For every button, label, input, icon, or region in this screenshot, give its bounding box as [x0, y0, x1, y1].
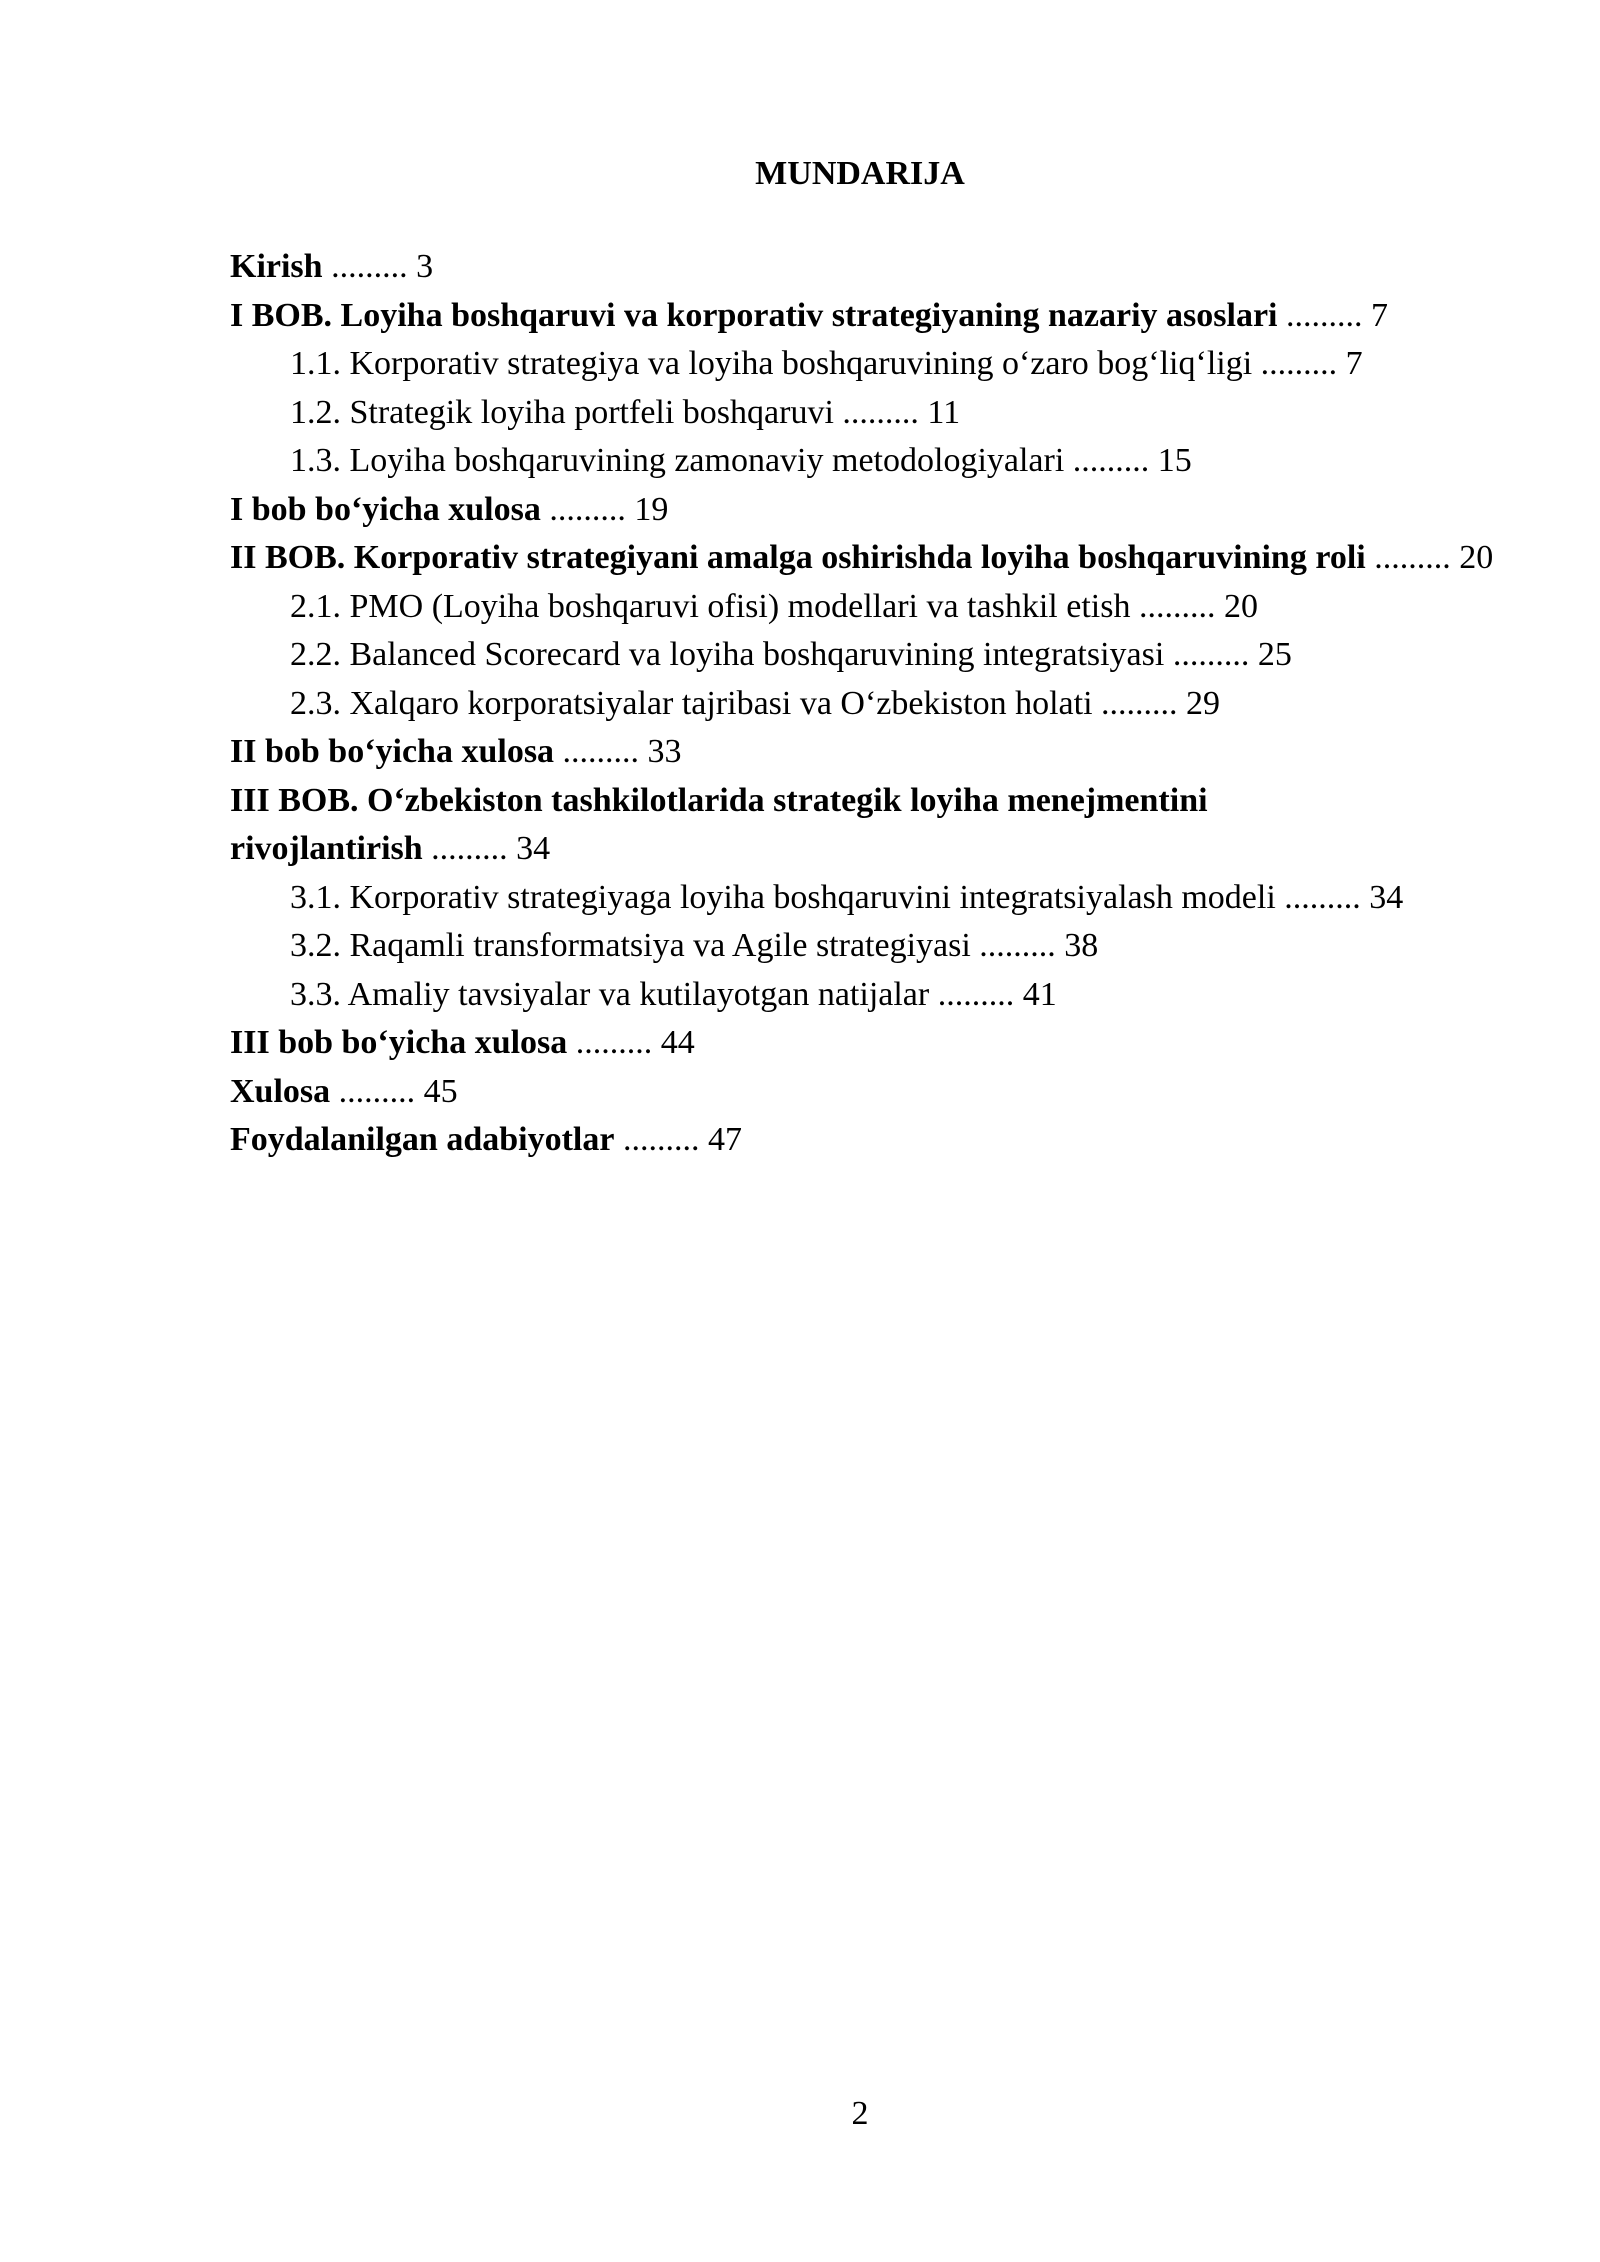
- toc-entry-leader: .........: [1172, 636, 1250, 673]
- toc-entry-adabiyotlar[interactable]: [230, 1116, 1500, 1165]
- toc-entry-page: 20: [1459, 539, 1494, 576]
- toc-entry-page: 38: [1064, 927, 1099, 964]
- toc-entry-xulosa[interactable]: [230, 1068, 1500, 1117]
- toc-entry-2-3[interactable]: [230, 680, 1500, 729]
- toc-entry-page: 11: [927, 393, 961, 431]
- toc-entry-bob-3-xulosa[interactable]: [230, 1019, 1500, 1068]
- toc-entry-title: 2.1. PMO (Loyiha boshqaruvi ofisi) modellari va tashkil etish: [290, 587, 1131, 625]
- toc-entry-3-1[interactable]: [230, 874, 1500, 923]
- toc-entry-leader: .........: [549, 490, 626, 528]
- toc-entry-title: 1.1. Korporativ strategiya va loyiha boshqaruvining oʻzaro bogʻliqʻligi: [290, 345, 1253, 382]
- toc-entry-bob-2[interactable]: [230, 534, 1500, 583]
- toc-entry-page: 33: [647, 733, 682, 770]
- toc-entry-page: 7: [1345, 345, 1363, 382]
- toc-entry-leader: .........: [431, 830, 508, 867]
- toc-entry-title: II BOB. Korporativ strategiyani amalga oshirishda loyiha boshqaruvining roli: [230, 539, 1366, 576]
- toc-entry-page: 44: [660, 1024, 695, 1061]
- toc-entry-page: 25: [1257, 636, 1292, 673]
- page-title: MUNDARIJA: [755, 155, 965, 192]
- toc-entry-title: 2.3. Xalqaro korporatsiyalar tajribasi va Oʻzbekiston holati: [290, 684, 1093, 722]
- toc-entry-leader: .........: [1260, 345, 1338, 382]
- toc-entry-page: 41: [1022, 975, 1057, 1013]
- toc-entry-title: I bob boʻyicha xulosa: [230, 490, 541, 528]
- toc-entry-page: 34: [516, 830, 551, 867]
- toc-entry-title: Foydalanilgan adabiyotlar: [230, 1121, 615, 1158]
- toc-entry-title: I BOB. Loyiha boshqaruvi va korporativ strategiyaning nazariy asoslari: [230, 296, 1278, 334]
- toc-entry-page: 15: [1157, 442, 1192, 479]
- toc-entry-leader: .........: [622, 1121, 700, 1158]
- toc-entry-page: 29: [1186, 684, 1221, 722]
- table-of-contents: [230, 243, 1500, 1165]
- toc-entry-page: 20: [1223, 587, 1258, 625]
- toc-entry-title: II bob boʻyicha xulosa: [230, 733, 555, 770]
- toc-entry-bob-3[interactable]: [230, 777, 1260, 874]
- toc-entry-title: 2.2. Balanced Scorecard va loyiha boshqaruvining integratsiyasi: [290, 636, 1165, 673]
- toc-entry-title: III BOB. Oʻzbekiston tashkilotlarida strategik loyiha menejmentini rivojlantirish: [230, 781, 1208, 867]
- toc-entry-title: 1.2. Strategik loyiha portfeli boshqaruvi: [290, 393, 834, 431]
- page-number: 2: [851, 2095, 869, 2132]
- toc-entry-2-2[interactable]: [230, 631, 1500, 680]
- toc-entry-leader: .........: [842, 393, 919, 431]
- toc-entry-title: 3.2. Raqamli transformatsiya va Agile strategiyasi: [290, 927, 971, 964]
- toc-entry-page: 7: [1371, 296, 1388, 334]
- toc-entry-title: 1.3. Loyiha boshqaruvining zamonaviy metodologiyalari: [290, 442, 1065, 479]
- toc-entry-leader: .........: [979, 927, 1056, 964]
- toc-entry-bob-1[interactable]: [230, 292, 1500, 341]
- toc-entry-leader: .........: [1072, 442, 1150, 479]
- toc-entry-page: 47: [707, 1121, 742, 1158]
- toc-entry-title: III bob boʻyicha xulosa: [230, 1024, 568, 1061]
- toc-entry-1-2[interactable]: [230, 389, 1500, 438]
- toc-entry-title: Xulosa: [230, 1072, 331, 1110]
- toc-entry-leader: .........: [1284, 878, 1361, 916]
- toc-entry-2-1[interactable]: [230, 583, 1500, 632]
- toc-entry-3-2[interactable]: [230, 922, 1500, 971]
- toc-entry-leader: .........: [1101, 684, 1178, 722]
- toc-entry-leader: .........: [331, 248, 408, 285]
- toc-entry-leader: .........: [562, 733, 640, 770]
- toc-entry-leader: .........: [1138, 587, 1216, 625]
- toc-entry-1-3[interactable]: [230, 437, 1500, 486]
- toc-entry-leader: .........: [937, 975, 1015, 1013]
- toc-entry-page: 45: [423, 1072, 458, 1110]
- toc-entry-page: 19: [634, 490, 669, 528]
- toc-entry-kirish[interactable]: [230, 243, 1500, 292]
- toc-entry-bob-2-xulosa[interactable]: [230, 728, 1500, 777]
- toc-entry-title: 3.1. Korporativ strategiyaga loyiha boshqaruvini integratsiyalash modeli: [290, 878, 1276, 916]
- toc-entry-page: 34: [1369, 878, 1404, 916]
- toc-entry-leader: .........: [575, 1024, 653, 1061]
- toc-entry-page: 3: [416, 248, 434, 285]
- toc-entry-leader: .........: [1286, 296, 1363, 334]
- toc-entry-title: Kirish: [230, 248, 323, 285]
- toc-entry-bob-1-xulosa[interactable]: [230, 486, 1500, 535]
- toc-entry-3-3[interactable]: [230, 971, 1500, 1020]
- toc-entry-1-1[interactable]: [230, 340, 1500, 389]
- toc-entry-title: 3.3. Amaliy tavsiyalar va kutilayotgan natijalar: [290, 975, 930, 1013]
- toc-entry-leader: .........: [338, 1072, 416, 1110]
- toc-entry-leader: .........: [1374, 539, 1451, 576]
